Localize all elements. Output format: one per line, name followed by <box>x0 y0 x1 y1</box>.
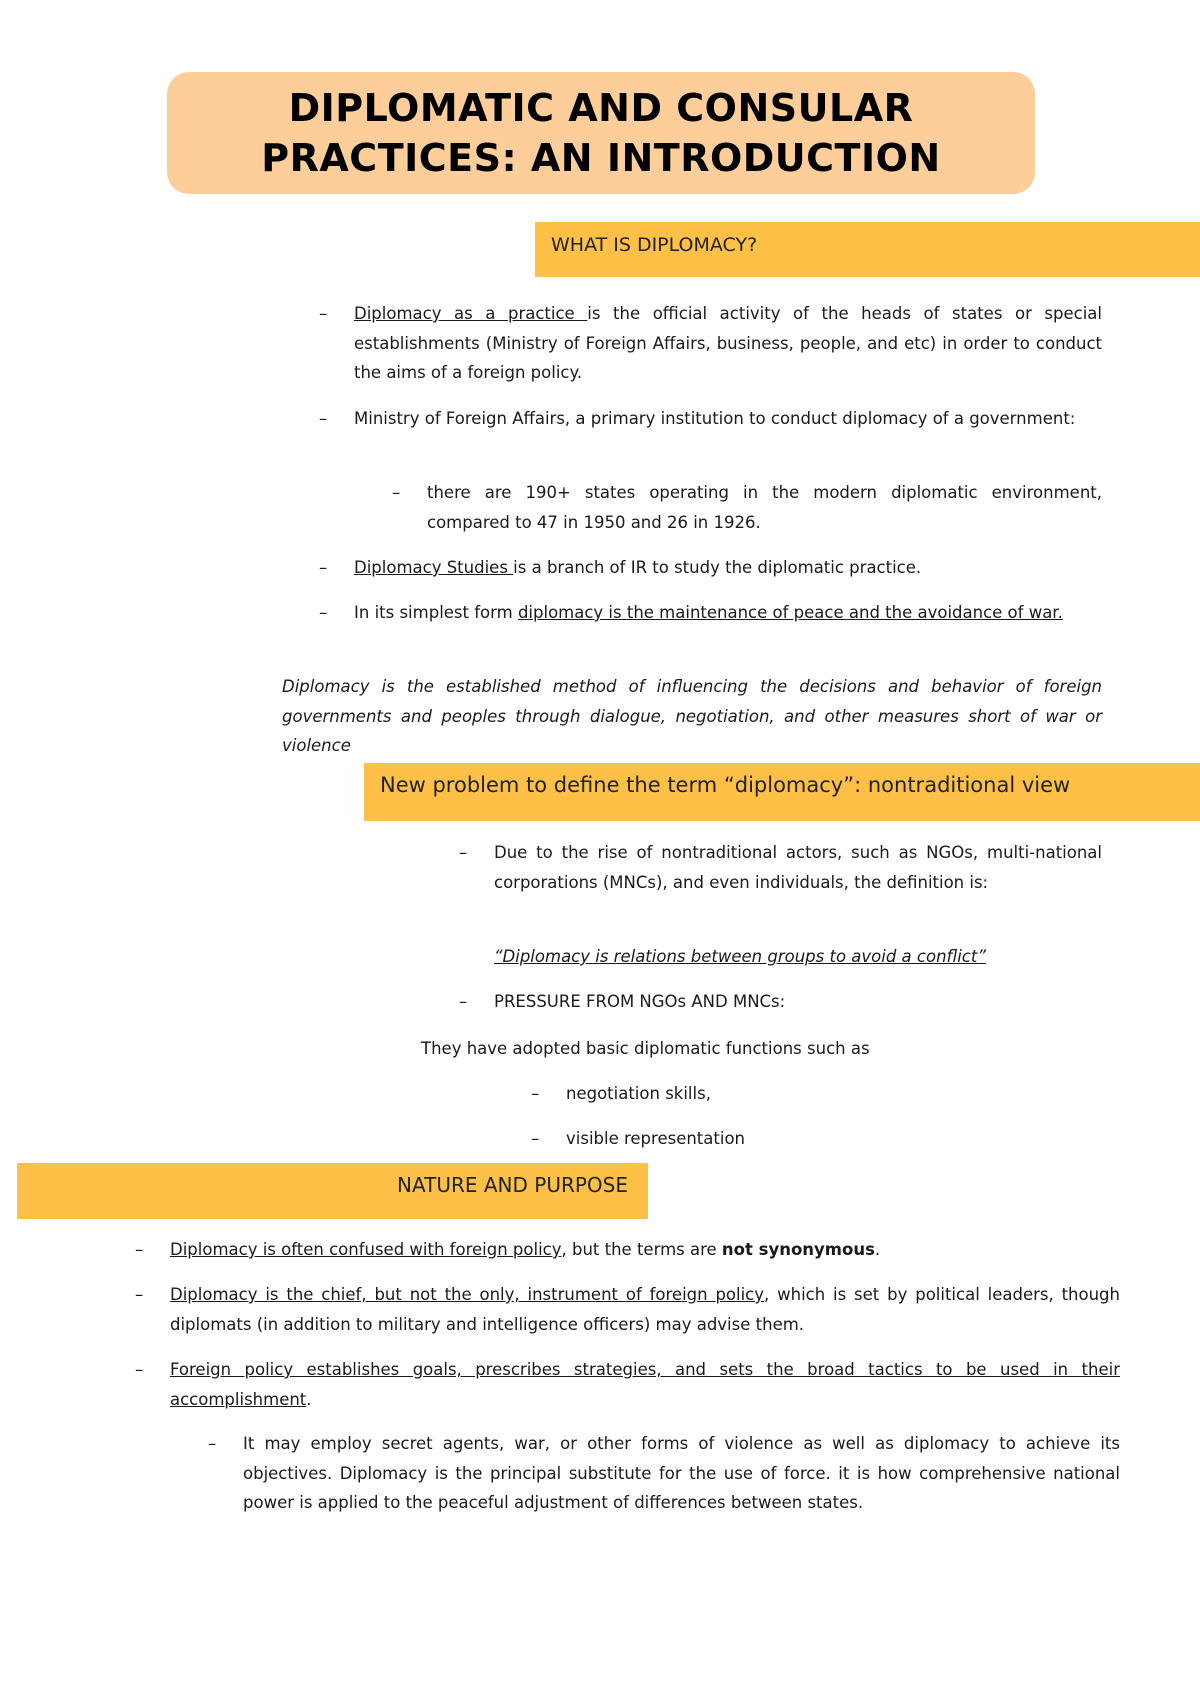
function-representation: – visible representation <box>531 1129 745 1148</box>
document-title-box <box>167 72 1035 194</box>
title-line-1: DIPLOMATIC AND CONSULAR <box>288 86 914 130</box>
functions-intro: They have adopted basic diplomatic functions such as <box>421 1039 870 1058</box>
bullet-chief-instrument: – Diplomacy is the chief, but not the only, instrument of foreign policy, which is set by political leaders, though diplomats (in addition to military and intelligence officers) may advise them. <box>135 1285 1120 1334</box>
bullet-nontraditional-actors: – Due to the rise of nontraditional actors, such as NGOs, multi-national corporations (MNCs), and even individuals, the definition is: <box>459 843 1102 892</box>
bullet-ministry: – Ministry of Foreign Affairs, a primary institution to conduct diplomacy of a government: <box>319 409 1076 428</box>
definition-paragraph: Diplomacy is the established method of influencing the decisions and behavior of foreign governments and peoples through dialogue, negotiation, and other measures short of war or violence <box>282 677 1102 755</box>
bullet-diplomacy-studies: – Diplomacy Studies is a branch of IR to study the diplomatic practice. <box>319 558 922 577</box>
sub-bullet-secret-agents: – It may employ secret agents, war, or other forms of violence as well as diplomacy to achieve its objectives. Diplomacy is the principal substitute for the use of force. it is how comprehensive national power is applied to the peaceful adjustment of differences between states. <box>208 1434 1120 1512</box>
title-line-2: PRACTICES: AN INTRODUCTION <box>261 136 941 180</box>
bullet-foreign-policy-goals: – Foreign policy establishes goals, prescribes strategies, and sets the broad tactics to be used in their accomplishment. <box>135 1360 1120 1409</box>
section-heading-nontraditional-view: New problem to define the term “diplomacy”: nontraditional view <box>364 763 1200 821</box>
sub-bullet-190-states: – there are 190+ states operating in the modern diplomatic environment, compared to 47 in 1950 and 26 in 1926. <box>392 483 1102 532</box>
bullet-diplomacy-as-practice: – Diplomacy as a practice is the official activity of the heads of states or special establishments (Ministry of Foreign Affairs, business, people, and etc) in order to conduct the aims of a foreign policy. <box>319 304 1103 382</box>
function-negotiation: – negotiation skills, <box>531 1084 711 1103</box>
bullet-pressure: – PRESSURE FROM NGOs AND MNCs: <box>459 992 786 1011</box>
section-heading-what-is-diplomacy: WHAT IS DIPLOMACY? <box>535 222 1200 277</box>
bullet-simplest-form: – In its simplest form diplomacy is the maintenance of peace and the avoidance of war. <box>319 603 1063 622</box>
quote-definition: “Diplomacy is relations between groups to avoid a conflict” <box>494 947 986 966</box>
section-heading-nature-purpose: NATURE AND PURPOSE <box>17 1163 648 1219</box>
bullet-confused-with-foreign-policy: – Diplomacy is often confused with foreign policy, but the terms are not synonymous. <box>135 1240 881 1259</box>
